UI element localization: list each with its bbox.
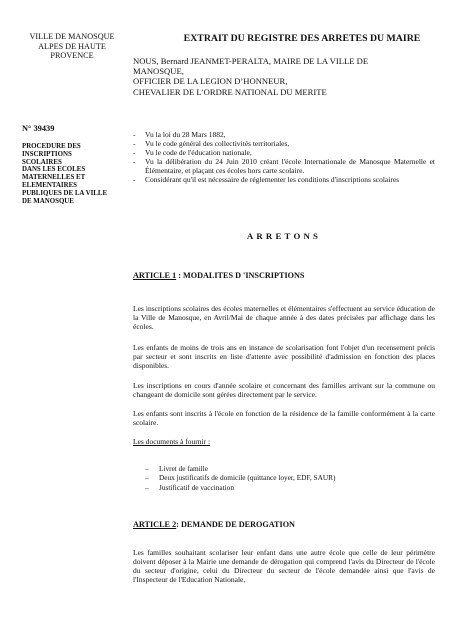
considerant-text: Vu la loi du 28 Mars 1882,	[145, 130, 226, 139]
subject-line: SCOLAIRES	[22, 158, 62, 166]
article-label: ARTICLE 2	[133, 520, 177, 529]
documents-heading	[133, 437, 210, 446]
subject-line: ELEMENTAIRES	[22, 181, 78, 189]
bullet-dash: –	[145, 473, 149, 483]
article-title: : DEMANDE DE DEROGATION	[176, 520, 295, 529]
paragraph: Les enfants sont inscrits à l'école en fonction de la résidence de la famille conformément à la carte scolaire.	[133, 409, 435, 427]
decree-number: N° 39439	[22, 124, 55, 133]
mayor-block	[133, 56, 433, 97]
city-header	[22, 32, 122, 61]
bullet-dash: -	[133, 148, 136, 157]
paragraph: Les inscriptions en cours d'année scolaire et concernant des familles arrivant sur la commune ou changeant de domicile sont gérées directement par le service.	[133, 381, 435, 399]
article-title: : MODALITES D 'INSCRIPTIONS	[176, 271, 305, 280]
bullet-dash: -	[133, 175, 136, 184]
document-item-text: Justificatif de vaccination	[159, 482, 234, 492]
document-item	[145, 473, 415, 482]
mayor-line: MANOSQUE,	[133, 66, 184, 77]
bullet-dash: -	[133, 139, 136, 148]
document-item-text: Livret de famille	[159, 464, 209, 473]
subject-line: DANS LES ECOLES	[22, 166, 86, 174]
considerants-list	[133, 130, 435, 184]
considerant-item	[133, 175, 435, 184]
bullet-dash: -	[133, 157, 136, 166]
considerant-text: Vu le code général des collectivités territoriales,	[145, 139, 290, 148]
mayor-line: NOUS, Bernard JEANMET-PERALTA, MAIRE DE LA VILLE DE	[133, 56, 369, 66]
document-item-text: Deux justificatifs de domicile (quittance loyer, EDF, SAUR)	[159, 473, 336, 483]
paragraph: Les familles souhaitant scolariser leur enfant dans une autre école que celle de leur périmètre doivent déposer à la Mairie une demande de dérogation qui comprend l'avis du Directeur de l'école du secteur d'origine, celui du Directeur du secteur de l'école demandée ainsi que l'avis de l'Inspecteur de l'Education Nationale,	[133, 548, 435, 584]
considerant-item	[133, 130, 435, 139]
subject-line: INSCRIPTIONS	[22, 150, 72, 158]
considerant-item	[133, 139, 435, 148]
article-label: ARTICLE 1	[133, 271, 177, 280]
subject-line: PROCEDURE DES	[22, 143, 81, 150]
city-line: PROVENCE	[50, 51, 94, 61]
considerant-item	[133, 148, 435, 157]
document-item	[145, 464, 415, 473]
considerant-item	[133, 157, 435, 175]
bullet-dash: –	[145, 482, 149, 492]
decree-subject	[22, 143, 124, 205]
paragraph: Les inscriptions scolaires des écoles maternelles et élémentaires s'effectuent au service éducation de la Ville de Manosque, en Avril/Mai de chaque année à des dates précisées par affichage dans les écoles.	[133, 304, 435, 331]
considerant-text: Vu la délibération du 24 Juin 2010 créant l'école Internationale de Manosque Maternelle et Élémentaire, et plaçant ces écoles hors carte scolaire.	[145, 157, 435, 175]
bullet-dash: -	[133, 130, 136, 139]
document-title: EXTRAIT DU REGISTRE DES ARRETES DU MAIRE	[183, 33, 421, 44]
documents-list	[145, 464, 415, 492]
city-line: VILLE DE MANOSQUE	[29, 32, 115, 41]
documents-heading-colon: :	[206, 437, 211, 446]
arretons-heading: ARRETONS	[246, 231, 322, 241]
considerant-text: Considérant qu'il est nécessaire de réglementer les conditions d'inscriptions scolaires	[145, 175, 400, 184]
city-line: ALPES DE HAUTE	[38, 41, 106, 51]
document-item	[145, 483, 415, 492]
considerant-text: Vu le code de l'éducation nationale,	[145, 148, 252, 157]
subject-line: DE MANOSQUE	[22, 197, 74, 205]
paragraph: Les enfants de moins de trois ans en instance de scolarisation font l'objet d'un recensement précis par secteur et sont inscrits en liste d'attente avec possibilité d'admission en fonction des places disponibles.	[133, 343, 435, 370]
documents-heading-text: Les documents à fournir	[133, 437, 207, 446]
article-1-heading	[133, 271, 304, 280]
subject-line: PUBLIQUES DE LA VILLE	[22, 189, 108, 197]
subject-line: MATERNELLES ET	[22, 174, 86, 182]
bullet-dash: –	[145, 464, 149, 473]
article-2-heading	[133, 520, 295, 529]
mayor-line: CHEVALIER DE L’ORDRE NATIONAL DU MERITE	[133, 86, 327, 97]
mayor-line: OFFICIER DE LA LEGION D’HONNEUR,	[133, 76, 288, 87]
